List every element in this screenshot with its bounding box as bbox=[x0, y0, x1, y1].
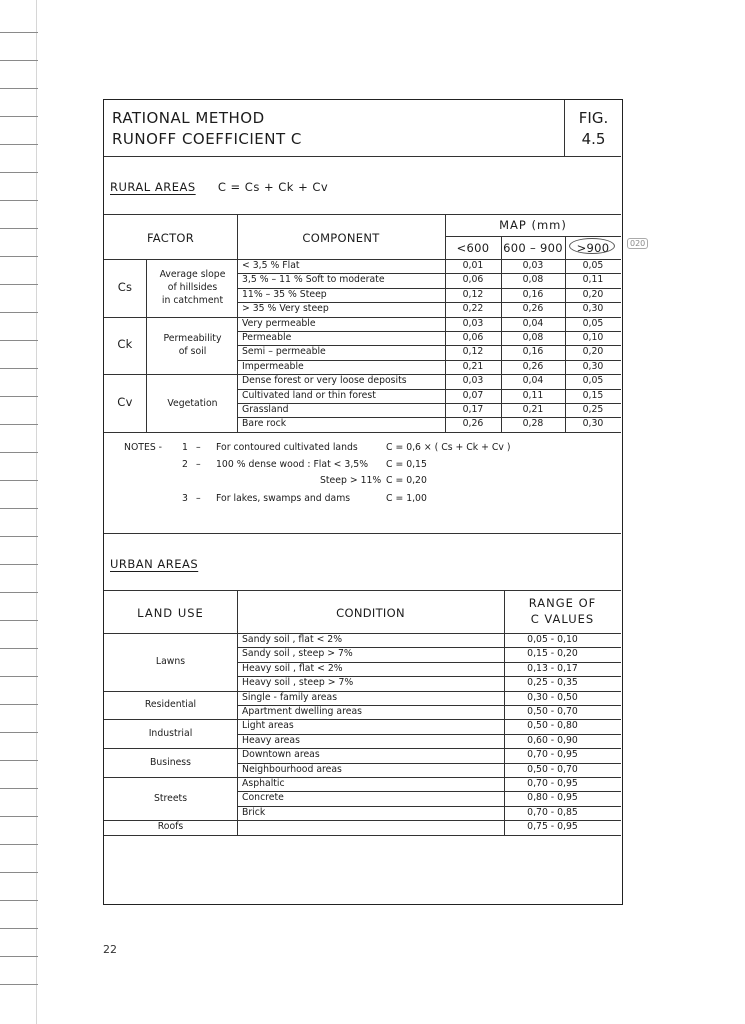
land-use-label: Lawns bbox=[155, 655, 186, 667]
coefficient-value: 0,20 bbox=[582, 288, 604, 300]
coefficient-value: 0,20 bbox=[582, 346, 604, 358]
coefficient-value: 0,30 bbox=[582, 418, 604, 430]
map-col-1: <600 bbox=[456, 241, 490, 255]
factor-label: Vegetation bbox=[167, 397, 218, 409]
range-value: 0,25 - 0,35 bbox=[527, 677, 578, 689]
note-3-number: 3 bbox=[182, 493, 188, 504]
coefficient-value: 0,08 bbox=[522, 274, 544, 286]
condition-label: Sandy soil , steep > 7% bbox=[242, 648, 353, 660]
coefficient-value: 0,06 bbox=[462, 274, 484, 286]
range-value: 0,70 - 0,95 bbox=[527, 749, 578, 761]
factor-label: Permeability bbox=[163, 333, 222, 345]
condition-label: Asphaltic bbox=[242, 778, 285, 789]
note-1-text: For contoured cultivated lands bbox=[216, 442, 358, 453]
range-value: 0,13 - 0,17 bbox=[527, 662, 578, 674]
component-label: Bare rock bbox=[242, 418, 287, 430]
land-use-label: Roofs bbox=[157, 821, 184, 833]
coefficient-value: 0,15 bbox=[582, 389, 604, 401]
coefficient-value: 0,26 bbox=[522, 303, 544, 315]
range-value: 0,60 - 0,90 bbox=[527, 734, 578, 746]
note-1-equation: C = 0,6 × ( Cs + Ck + Cv ) bbox=[386, 442, 511, 453]
component-label: Permeable bbox=[242, 332, 292, 343]
condition-label: Brick bbox=[242, 806, 266, 818]
factor-label: of soil bbox=[178, 346, 207, 358]
title-line-1: RATIONAL METHOD bbox=[112, 109, 265, 127]
rural-table bbox=[104, 214, 621, 432]
note-2-number: 2 bbox=[182, 459, 188, 470]
condition-label: Downtown areas bbox=[242, 749, 320, 761]
map-col-2: 600 – 900 bbox=[503, 241, 563, 255]
coefficient-value: 0,26 bbox=[462, 418, 484, 430]
component-label: > 35 % Very steep bbox=[242, 303, 329, 315]
range-value: 0,30 - 0,50 bbox=[527, 691, 578, 703]
condition-label: Sandy soil , flat < 2% bbox=[242, 634, 343, 645]
coefficient-value: 0,08 bbox=[522, 332, 544, 343]
component-label: 11% – 35 % Steep bbox=[242, 288, 327, 300]
page-number: 22 bbox=[103, 943, 117, 956]
note-2-equation: C = 0,15 bbox=[386, 459, 427, 470]
note-2-text: 100 % dense wood : Flat < 3,5% bbox=[216, 459, 369, 470]
factor-symbol: Cs bbox=[117, 279, 133, 294]
coefficient-value: 0,30 bbox=[582, 303, 604, 315]
coefficient-value: 0,03 bbox=[522, 260, 544, 271]
coefficient-value: 0,07 bbox=[462, 389, 484, 401]
condition-label: Heavy soil , steep > 7% bbox=[242, 677, 354, 689]
component-label: Dense forest or very loose deposits bbox=[242, 375, 407, 387]
condition-label: Single - family areas bbox=[242, 691, 338, 703]
component-label: 3,5 % – 11 % Soft to moderate bbox=[242, 274, 385, 286]
col-range-line-1: RANGE OF bbox=[528, 596, 597, 610]
coefficient-value: 0,06 bbox=[462, 332, 484, 343]
factor-symbol: Cv bbox=[117, 395, 133, 409]
coefficient-value: 0,12 bbox=[462, 346, 484, 358]
range-value: 0,75 - 0,95 bbox=[527, 821, 578, 833]
coefficient-value: 0,25 bbox=[582, 404, 604, 415]
coefficient-value: 0,28 bbox=[522, 418, 544, 430]
fig-label: FIG. bbox=[578, 109, 609, 127]
col-factor: FACTOR bbox=[146, 231, 195, 245]
rural-heading-text: RURAL AREAS bbox=[110, 180, 196, 194]
map-col-3: >900 bbox=[576, 241, 610, 255]
title-line-2: RUNOFF COEFFICIENT C bbox=[112, 130, 302, 148]
coefficient-value: 0,21 bbox=[462, 360, 484, 372]
component-label: Grassland bbox=[242, 404, 289, 415]
condition-label: Concrete bbox=[242, 792, 284, 804]
margin-stamp: 020 bbox=[627, 238, 648, 249]
coefficient-value: 0,05 bbox=[582, 260, 604, 271]
coefficient-value: 0,12 bbox=[462, 288, 484, 300]
coefficient-value: 0,16 bbox=[522, 288, 544, 300]
note-2b-text: Steep > 11% bbox=[320, 475, 382, 486]
notes-label: NOTES - bbox=[124, 442, 163, 453]
note-1-number: 1 bbox=[182, 442, 188, 453]
component-label: Semi – permeable bbox=[242, 346, 326, 358]
component-label: Impermeable bbox=[242, 360, 304, 372]
condition-label: Heavy areas bbox=[242, 734, 300, 746]
component-label: < 3,5 % Flat bbox=[242, 260, 300, 271]
map-col-3-circle bbox=[569, 238, 615, 254]
coefficient-value: 0,03 bbox=[462, 375, 484, 387]
coefficient-value: 0,16 bbox=[522, 346, 544, 358]
land-use-label: Residential bbox=[144, 699, 197, 710]
coefficient-value: 0,22 bbox=[462, 303, 484, 315]
range-value: 0,50 - 0,70 bbox=[527, 763, 578, 775]
coefficient-value: 0,11 bbox=[582, 274, 604, 286]
col-component: COMPONENT bbox=[302, 231, 380, 245]
coefficient-value: 0,30 bbox=[582, 360, 604, 372]
coefficient-value: 0,26 bbox=[522, 360, 544, 372]
coefficient-value: 0,11 bbox=[522, 389, 544, 401]
urban-table bbox=[104, 590, 621, 836]
notes: NOTES - 1 – For contoured cultivated lands C = 0,6 × ( Cs + Ck + Cv ) 2 – 100 % dense wood : Flat < 3,5% C = 0,15 Steep > 11% C = 0,20 3 – For lakes, swamps and dams C = 1,00 bbox=[124, 442, 511, 504]
range-value: 0,05 - 0,10 bbox=[527, 634, 578, 645]
col-range-line-2: C VALUES bbox=[530, 612, 595, 626]
range-value: 0,50 - 0,70 bbox=[527, 706, 578, 717]
coefficient-value: 0,05 bbox=[582, 317, 604, 329]
condition-label: Neighbourhood areas bbox=[242, 763, 342, 775]
land-use-label: Streets bbox=[153, 792, 188, 804]
map-label: MAP (mm) bbox=[499, 218, 567, 232]
land-use-label: Business bbox=[150, 756, 191, 768]
component-label: Cultivated land or thin forest bbox=[242, 389, 376, 401]
range-value: 0,50 - 0,80 bbox=[527, 720, 578, 732]
rural-heading bbox=[110, 180, 328, 194]
coefficient-value: 0,01 bbox=[462, 260, 484, 271]
note-3-equation: C = 1,00 bbox=[386, 493, 427, 504]
factor-label: Average slope bbox=[159, 269, 226, 281]
coefficient-value: 0,05 bbox=[582, 375, 604, 387]
col-condition: CONDITION bbox=[336, 606, 405, 620]
range-value: 0,70 - 0,85 bbox=[527, 806, 578, 818]
component-label: Very permeable bbox=[242, 317, 316, 329]
range-value: 0,15 - 0,20 bbox=[527, 648, 578, 660]
urban-heading: URBAN AREAS bbox=[110, 557, 199, 571]
coefficient-value: 0,04 bbox=[522, 317, 544, 329]
rural-formula: C = Cs + Ck + Cv bbox=[217, 180, 329, 194]
note-2b-equation: C = 0,20 bbox=[386, 475, 427, 486]
factor-label: in catchment bbox=[161, 295, 224, 307]
condition-label: Heavy soil , flat < 2% bbox=[242, 662, 343, 674]
condition-label: Apartment dwelling areas bbox=[242, 706, 362, 717]
coefficient-value: 0,10 bbox=[582, 332, 604, 343]
coefficient-value: 0,04 bbox=[522, 375, 544, 387]
binding-margin bbox=[0, 0, 40, 1024]
note-3-text: For lakes, swamps and dams bbox=[216, 493, 351, 504]
coefficient-value: 0,21 bbox=[522, 404, 544, 415]
factor-label: of hillsides bbox=[167, 282, 218, 294]
fig-number: 4.5 bbox=[581, 130, 606, 148]
land-use-label: Industrial bbox=[148, 727, 193, 739]
factor-symbol: Ck bbox=[117, 337, 133, 352]
col-land-use: LAND USE bbox=[137, 606, 204, 620]
coefficient-value: 0,17 bbox=[462, 404, 484, 415]
range-value: 0,70 - 0,95 bbox=[527, 778, 578, 789]
figure-frame bbox=[103, 99, 623, 905]
condition-label: Light areas bbox=[242, 720, 294, 732]
coefficient-value: 0,03 bbox=[462, 317, 484, 329]
range-value: 0,80 - 0,95 bbox=[527, 792, 578, 804]
